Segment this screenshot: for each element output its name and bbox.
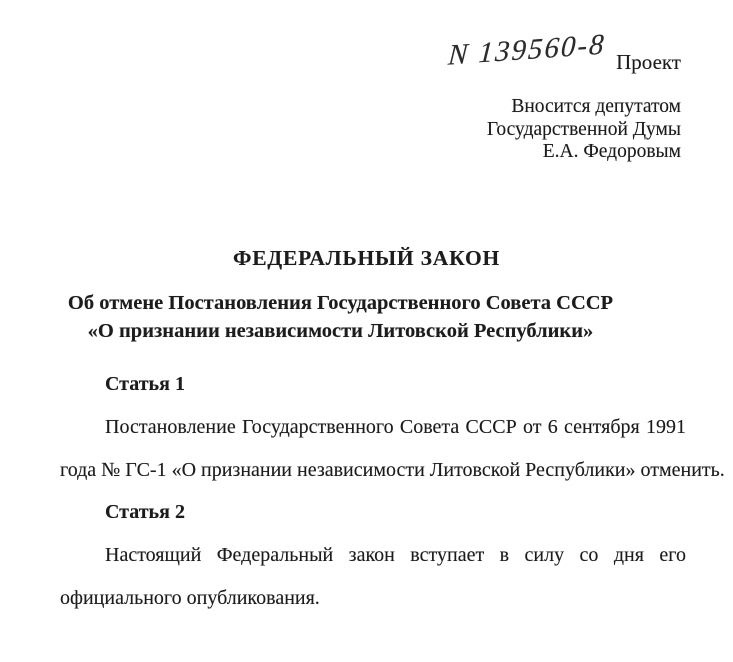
document-subtitle xyxy=(0,290,707,345)
submitted-by-block xyxy=(487,96,681,164)
document-title: ФЕДЕРАЛЬНЫЙ ЗАКОН xyxy=(233,246,500,270)
document-subtitle-line-1: Об отмене Постановления Государственного Совета СССР xyxy=(67,292,614,314)
submitted-by-line-2: Государственной Думы xyxy=(486,118,681,140)
document-body xyxy=(60,363,725,620)
article-2-heading: Статья 2 xyxy=(105,501,185,524)
article-1-text-line-2: года № ГС-1 «О признании независимости Литовской Республики» отменить. xyxy=(60,458,725,481)
article-1-heading: Статья 1 xyxy=(105,373,185,395)
submitted-by-line-1: Вносится депутатом xyxy=(511,96,681,117)
submitted-by-line-3: Е.А. Федоровым xyxy=(542,141,681,162)
draft-label: Проект xyxy=(616,50,681,74)
document-subtitle-line-2: «О признании независимости Литовской Республики» xyxy=(87,319,594,342)
handwritten-registration-number: N 139560-8 xyxy=(447,28,607,72)
article-2-text-line-1: Настоящий Федеральный закон вступает в силу со дня его xyxy=(105,544,686,567)
article-1-text-line-1: Постановление Государственного Совета СССР от 6 сентября 1991 xyxy=(105,415,686,438)
article-2-text-line-2: официального опубликования. xyxy=(60,586,320,609)
